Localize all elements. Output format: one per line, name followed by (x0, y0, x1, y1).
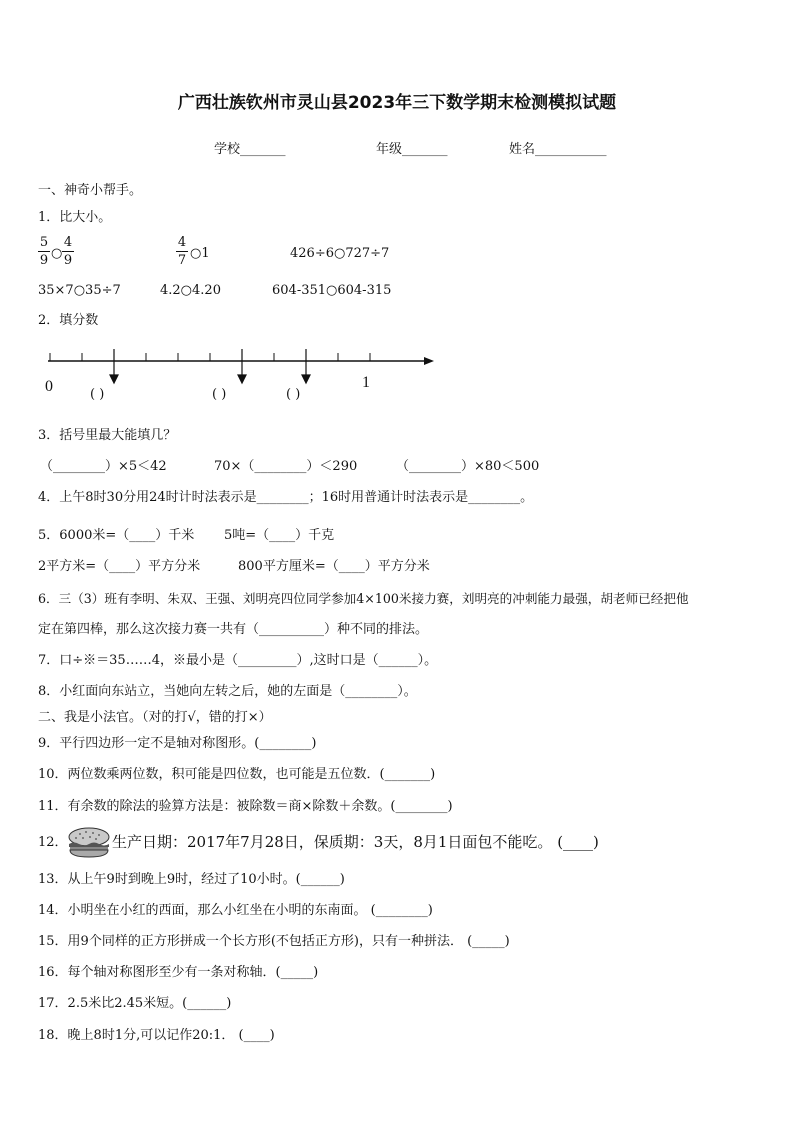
answer-blank[interactable]: ( ) (212, 387, 227, 402)
q1-label: 1．比大小。 (38, 210, 112, 225)
answer-blank[interactable]: ( ) (90, 387, 105, 402)
question-7: 7．口÷※＝35……4，※最小是（_________）,这时口是（______）。 (38, 653, 438, 668)
question-5a: 5．6000米=（____）千米 (38, 528, 195, 543)
page-title: 广西壮族钦州市灵山县2023年三下数学期末检测模拟试题 (177, 93, 617, 113)
q3-item: （________）×80＜500 (396, 459, 540, 474)
question-9: 9．平行四边形一定不是轴对称图形。(________) (38, 736, 317, 751)
question-8: 8．小红面向东站立，当她向左转之后，她的左面是（________）。 (38, 684, 417, 699)
q3-label: 3．括号里最大能填几？ (38, 428, 177, 443)
compare-circle: ○ (51, 246, 63, 261)
grade-field: 年级_______ (376, 142, 448, 157)
compare-expression: ○1 (190, 246, 210, 261)
fraction (62, 235, 74, 268)
q3-item: （________）×5＜42 (40, 459, 167, 474)
section2-heading: 二、我是小法官。（对的打√，错的打×） (38, 710, 272, 725)
question-13: 13．从上午9时到晚上9时，经过了10小时。(______) (38, 872, 345, 887)
answer-blank[interactable]: ( ) (286, 387, 301, 402)
question-12: 生产日期：2017年7月28日，保质期：3天，8月1日面包不能吃。 (____) (112, 833, 599, 851)
fraction (38, 235, 50, 268)
question-16: 16．每个轴对称图形至少有一条对称轴．(_____) (38, 965, 319, 980)
fraction (176, 235, 188, 268)
name-field: 姓名___________ (509, 142, 607, 157)
question-18: 18．晚上8时1分,可以记作20:1． (____) (38, 1028, 275, 1043)
bread-icon (66, 826, 112, 860)
compare-expression: 604-351○604-315 (272, 283, 392, 298)
question-10: 10．两位数乘两位数，积可能是四位数，也可能是五位数．(_______) (38, 767, 436, 782)
question-6-line2: 定在第四棒，那么这次接力赛一共有（__________）种不同的排法。 (38, 622, 429, 637)
number-line-one: 1 (362, 374, 370, 391)
denominator: 7 (177, 253, 187, 268)
fraction-bar (176, 251, 188, 252)
school-field: 学校_______ (214, 142, 286, 157)
numerator: 4 (63, 235, 73, 250)
question-15: 15．用9个同样的正方形拼成一个长方形(不包括正方形)，只有一种拼法． (_____) (38, 934, 510, 949)
compare-expression: 4.2○4.20 (160, 283, 221, 298)
arrow-head-icon (424, 357, 434, 365)
compare-expression: 35×7○35÷7 (38, 283, 121, 298)
question-5c: 2平方米=（____）平方分米 (38, 559, 201, 574)
question-4: 4．上午8时30分用24时计时法表示是________；16时用普通计时法表示是________。 (38, 490, 534, 505)
arrow-down-icon (110, 375, 118, 383)
numerator: 4 (177, 235, 187, 250)
number-line-zero: 0 (45, 378, 53, 395)
compare-expression: 426÷6○727÷7 (290, 246, 390, 261)
question-17: 17．2.5米比2.45米短。(______) (38, 996, 232, 1011)
q2-label: 2．填分数 (38, 313, 99, 328)
question-5b: 5吨=（____）千克 (224, 528, 335, 543)
denominator: 9 (39, 253, 49, 268)
question-14: 14．小明坐在小红的西面，那么小红坐在小明的东南面。 (________) (38, 903, 433, 918)
fraction-bar (62, 251, 74, 252)
fraction-bar (38, 251, 50, 252)
arrow-down-icon (238, 375, 246, 383)
numerator: 5 (39, 235, 49, 250)
arrow-down-icon (302, 375, 310, 383)
question-5d: 800平方厘米=（____）平方分米 (238, 559, 430, 574)
question-11: 11．有余数的除法的验算方法是：被除数＝商×除数＋余数。(________) (38, 799, 453, 814)
denominator: 9 (63, 253, 73, 268)
number-line (40, 345, 440, 390)
q3-item: 70×（________）＜290 (214, 459, 358, 474)
section1-heading: 一、神奇小帮手。 (38, 183, 143, 198)
question-12-label: 12． (38, 835, 68, 850)
question-6-line1: 6．三（3）班有李明、朱双、王强、刘明亮四位同学参加4×100米接力赛，刘明亮的冲刺能力最强，胡老师已经把他 (38, 591, 689, 606)
